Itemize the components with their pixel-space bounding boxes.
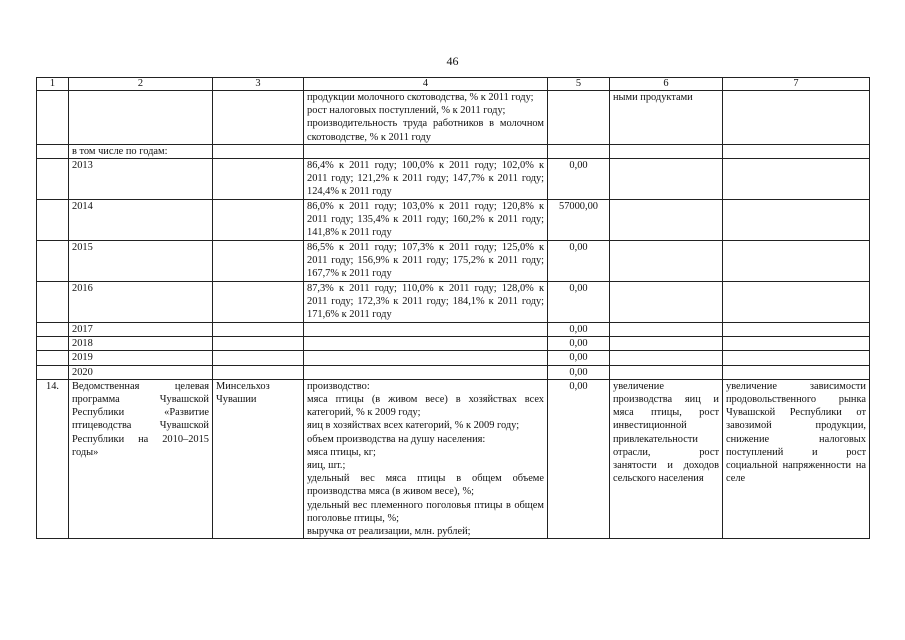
amount-cell: 0,00 <box>548 351 610 365</box>
indicator-line: объем производства на душу населения: <box>307 433 486 445</box>
indicator-line: производительность труда работников в молочном скотоводстве, % к 2011 году <box>307 118 544 143</box>
indicator-line: удельный вес племенного поголовья птицы в общем поголовье птицы, %; <box>307 499 544 524</box>
col-num: 5 <box>548 78 610 91</box>
row-number: 14. <box>37 379 69 538</box>
amount-cell: 0,00 <box>548 282 610 323</box>
indicator-line: яиц, шт.; <box>307 460 346 472</box>
continuation-row <box>37 91 870 145</box>
indicator-line: производство: <box>307 380 370 392</box>
program-table <box>36 77 870 539</box>
indicator-line: удельный вес мяса птицы в общем объеме производства мяса (в живом весе), %; <box>307 473 544 498</box>
executor: Минсельхоз Чувашии <box>213 379 304 538</box>
indicator-cell <box>304 91 548 145</box>
col-num: 6 <box>610 78 723 91</box>
col-num: 1 <box>37 78 69 91</box>
amount-cell: 0,00 <box>548 241 610 282</box>
year-row <box>37 282 870 323</box>
by-years-row <box>37 144 870 158</box>
year-row <box>37 241 870 282</box>
program-row <box>37 379 870 538</box>
indicator-line: выручка от реализации, млн. рублей; <box>307 526 471 538</box>
year-cell: 2020 <box>69 365 213 379</box>
indicator-cell: 87,3% к 2011 году; 110,0% к 2011 году; 128,0% к 2011 году; 172,3% к 2011 году; 184,1% к 2011 году; 171,6% к 2011 году <box>304 282 548 323</box>
by-years-label: в том числе по годам: <box>69 144 213 158</box>
year-row <box>37 200 870 241</box>
column-number-row <box>37 78 870 91</box>
col-num: 4 <box>304 78 548 91</box>
indicator-line: продукции молочного скотоводства, % к 2011 году; <box>307 92 534 103</box>
year-row <box>37 351 870 365</box>
indicator-line: яиц в хозяйствах всех категорий, % к 2009 году; <box>307 420 520 432</box>
year-row <box>37 337 870 351</box>
amount-cell: 0,00 <box>548 337 610 351</box>
indicator-cell <box>304 379 548 538</box>
year-cell: 2014 <box>69 200 213 241</box>
amount-cell: 0,00 <box>548 379 610 538</box>
indicator-cell: 86,0% к 2011 году; 103,0% к 2011 году; 120,8% к 2011 году; 135,4% к 2011 году; 160,2% к 2011 году; 141,8% к 2011 году <box>304 200 548 241</box>
indicator-cell: 86,5% к 2011 году; 107,3% к 2011 году; 125,0% к 2011 году; 156,9% к 2011 году; 175,2% к 2011 году; 167,7% к 2011 году <box>304 241 548 282</box>
indicator-line: мяса птицы, кг; <box>307 446 376 458</box>
year-cell: 2015 <box>69 241 213 282</box>
year-cell: 2019 <box>69 351 213 365</box>
amount-cell: 0,00 <box>548 159 610 200</box>
year-cell: 2017 <box>69 323 213 337</box>
indicator-line: рост налоговых поступлений, % к 2011 году; <box>307 105 506 117</box>
result-cell: ными продуктами <box>610 91 723 145</box>
year-cell: 2018 <box>69 337 213 351</box>
col-num: 3 <box>213 78 304 91</box>
amount-cell: 0,00 <box>548 365 610 379</box>
year-row <box>37 323 870 337</box>
col-num: 2 <box>69 78 213 91</box>
effect-cell: увеличение зависимости продовольственного рынка Чувашской Республики от завозимой продукции, снижение налоговых поступлений и рост социальной напряженности на селе <box>723 379 870 538</box>
year-row <box>37 159 870 200</box>
year-cell: 2013 <box>69 159 213 200</box>
col-num: 7 <box>723 78 870 91</box>
year-row <box>37 365 870 379</box>
year-cell: 2016 <box>69 282 213 323</box>
indicator-line: мяса птицы (в живом весе) в хозяйствах всех категорий, % к 2009 году; <box>307 394 544 419</box>
result-cell: увеличение производства яиц и мяса птицы, рост инвестиционной привлекательности отрасли, рост занятости и доходов сельского населения <box>610 379 723 538</box>
indicator-cell: 86,4% к 2011 году; 100,0% к 2011 году; 102,0% к 2011 году; 121,2% к 2011 году; 147,7% к 2011 году; 124,4% к 2011 году <box>304 159 548 200</box>
page-number: 46 <box>446 54 459 68</box>
program-name: Ведомственная целевая программа Чувашской Республики «Развитие птицеводства Чувашской Республики на 2010–2015 годы» <box>69 379 213 538</box>
amount-cell: 57000,00 <box>548 200 610 241</box>
amount-cell: 0,00 <box>548 323 610 337</box>
